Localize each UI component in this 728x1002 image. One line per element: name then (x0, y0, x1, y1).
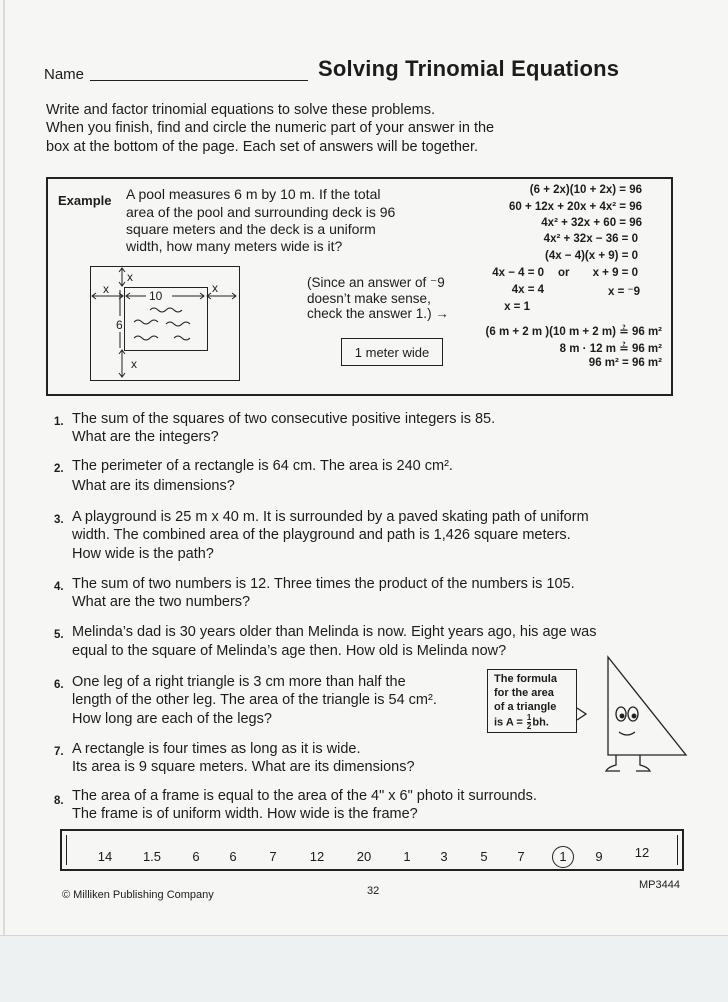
diagram-label-x-top: x (127, 270, 133, 284)
example-text-line: area of the pool and surrounding deck is 96 (126, 204, 396, 220)
question-number: 6. (54, 679, 64, 691)
question-text: One leg of a right triangle is 3 cm more than half the (72, 674, 406, 690)
question-text: How long are each of the legs? (72, 711, 272, 727)
publisher-credit: © Milliken Publishing Company (62, 889, 214, 901)
formula-fraction (527, 714, 531, 731)
product-code: MP3444 (639, 879, 680, 891)
question-number: 5. (54, 629, 64, 641)
answer-option[interactable]: 6 (192, 849, 200, 864)
example-answer-box: 1 meter wide (341, 338, 443, 366)
question-text: What are its dimensions? (72, 478, 235, 494)
question-text: How wide is the path? (72, 546, 214, 562)
check-line: 8 m · 12 m ≟ 96 m² (559, 343, 662, 355)
question-text: The sum of two numbers is 12. Three times the product of the numbers is 105. (72, 576, 575, 592)
callout-line: of a triangle (494, 701, 557, 713)
equation-line: (4x − 4)(x + 9) = 0 (544, 250, 638, 262)
formula-suffix: bh. (532, 716, 549, 729)
question-text: equal to the square of Melinda’s age then. How old is Melinda now? (72, 643, 507, 659)
question-number: 1. (54, 416, 64, 428)
example-label: Example (58, 193, 112, 208)
answer-option[interactable]: 1 (403, 849, 411, 864)
question-number: 3. (54, 514, 64, 526)
answer-option[interactable]: 5 (480, 849, 488, 864)
question-text: What are the integers? (72, 429, 219, 445)
scan-margin (0, 935, 728, 1002)
name-input-line[interactable] (90, 80, 308, 81)
question-text: width. The combined area of the playground and path is 1,426 square meters. (72, 527, 571, 543)
diagram-label-x-bottom: x (131, 357, 137, 371)
answer-option[interactable]: 7 (269, 849, 277, 864)
example-note-line: doesn’t make sense, (307, 291, 431, 306)
check-line: 96 m² = 96 m² (588, 357, 662, 369)
name-label: Name (44, 66, 85, 83)
diagram-label-x-left: x (103, 282, 109, 296)
equation-line: 4x = 4 (511, 284, 544, 296)
question-text: The sum of the squares of two consecutive positive integers is 85. (72, 411, 496, 427)
question-number: 8. (54, 795, 64, 807)
example-text-line: A pool measures 6 m by 10 m. If the total (126, 186, 381, 202)
question-number: 4. (54, 581, 64, 593)
equation-line: x + 9 = 0 (592, 267, 638, 279)
example-note-line: (Since an answer of ⁻9 (307, 275, 445, 290)
equation-line: x = 1 (504, 301, 530, 313)
triangle-mascot (576, 652, 692, 776)
answer-option[interactable]: 14 (97, 849, 113, 864)
instruction-line: When you finish, find and circle the numeric part of your answer in the (46, 120, 495, 136)
formula-prefix: is A = (494, 716, 526, 729)
question-number: 2. (54, 463, 64, 475)
page-number: 32 (367, 885, 380, 897)
instruction-line: box at the bottom of the page. Each set of answers will be together. (46, 139, 479, 155)
equation-line: 4x² + 32x + 60 = 96 (541, 217, 642, 229)
check-line: (6 m + 2 m )(10 m + 2 m) ≟ 96 m² (485, 326, 662, 338)
answer-option[interactable]: 9 (595, 849, 603, 864)
equation-line: 4x − 4 = 0 (492, 267, 544, 279)
question-text: The perimeter of a rectangle is 64 cm. The area is 240 cm². (72, 458, 453, 474)
formula-denominator: 2 (526, 722, 532, 731)
answer-option[interactable]: 7 (517, 849, 525, 864)
example-text-line: square meters and the deck is a uniform (126, 221, 376, 237)
question-text: What are the two numbers? (72, 594, 251, 610)
answer-option[interactable]: 1.5 (142, 849, 162, 864)
page-edge (3, 0, 5, 1001)
question-number: 7. (54, 746, 64, 758)
question-text: A playground is 25 m x 40 m. It is surrounded by a paved skating path of uniform (72, 509, 589, 525)
callout-line: The formula (494, 673, 557, 685)
page-title: Solving Trinomial Equations (318, 56, 620, 81)
answer-option[interactable]: 12 (634, 845, 650, 860)
question-text: The area of a frame is equal to the area of the 4" x 6" photo it surrounds. (72, 788, 537, 804)
callout-line: for the area (494, 687, 554, 699)
question-text: length of the other leg. The area of the triangle is 54 cm². (72, 692, 437, 708)
instruction-line: Write and factor trinomial equations to solve these problems. (46, 102, 436, 118)
diagram-label-width: 6 (116, 318, 123, 332)
question-text: Its area is 9 square meters. What are its dimensions? (72, 759, 415, 775)
answer-option-circled[interactable]: 1 (552, 846, 574, 868)
example-text-line: width, how many meters wide is it? (126, 238, 343, 254)
equation-or: or (558, 267, 570, 279)
equation-line: x = ⁻9 (608, 286, 640, 298)
equation-line: 4x² + 32x − 36 = 0 (543, 233, 638, 245)
callout-formula (494, 714, 576, 731)
question-text: The frame is of uniform width. How wide is the frame? (72, 806, 418, 822)
answer-option[interactable]: 12 (309, 849, 325, 864)
question-text: A rectangle is four times as long as it is wide. (72, 741, 361, 757)
equation-line: 60 + 12x + 20x + 4x² = 96 (508, 201, 642, 213)
triangle-formula-callout (487, 669, 577, 733)
diagram-label-length: 10 (149, 289, 163, 303)
answer-option[interactable]: 3 (440, 849, 448, 864)
diagram-label-x-right: x (212, 281, 218, 295)
answer-option[interactable]: 20 (356, 849, 372, 864)
formula-numerator: 1 (526, 713, 532, 722)
equation-line: (6 + 2x)(10 + 2x) = 96 (529, 184, 642, 196)
answer-option[interactable]: 6 (229, 849, 237, 864)
question-text: Melinda’s dad is 30 years older than Melinda is now. Eight years ago, his age was (72, 624, 597, 640)
example-note-line: check the answer 1.) → (307, 306, 449, 321)
